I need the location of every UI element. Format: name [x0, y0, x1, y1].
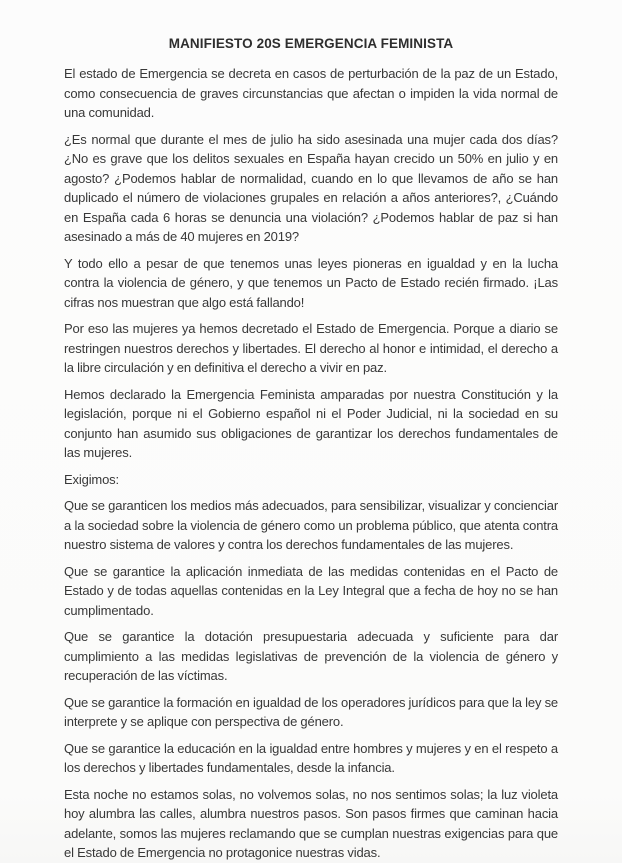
paragraph-leyes-pioneras: Y todo ello a pesar de que tenemos unas leyes pioneras en igualdad y en la lucha contra la violencia de género, y que tenemos un Pacto de Estado recién firmado. ¡Las cifras nos muestran que algo está fallando!	[64, 255, 558, 310]
paragraph-mujeres-decretado: Por eso las mujeres ya hemos decretado el Estado de Emergencia. Porque a diario se restringen nuestros derechos y libertades. El derecho al honor e intimidad, el derecho a la libre circulación y en definitiva el derecho a vivir en paz.	[64, 321, 558, 375]
paragraph-demanda-medios: Que se garanticen los medios más adecuados, para sensibilizar, visualizar y concienciar a la sociedad sobre la violencia de género como un problema público, que atenta contra nuestro sistema de valores y contra los derechos fundamentales de las mujeres.	[64, 498, 558, 552]
paragraph-cierre-luz-violeta: Esta noche no estamos solas, no volvemos solas, no nos sentimos solas; la luz violeta hoy alumbra las calles, alumbra nuestros pasos. Son pasos firmes que caminan hacia adelante, somos las mujeres reclamando que se cumplan nuestras exigencias para que el Estado de Emergencia no protagonice nuestras vidas.	[64, 786, 558, 860]
paragraph-demanda-formacion: Que se garantice la formación en igualdad de los operadores jurídicos para que la ley se interprete y se aplique con perspectiva de género.	[64, 694, 558, 729]
paragraph-intro-estado-emergencia: El estado de Emergencia se decreta en casos de perturbación de la paz de un Estado, como consecuencia de graves circunstancias que afectan o impiden la vida normal de una comunidad.	[64, 66, 558, 120]
paragraph-exigimos-heading: Exigimos:	[64, 471, 119, 487]
paragraph-demanda-pacto-estado: Que se garantice la aplicación inmediata de las medidas contenidas en el Pacto de Estado y de todas aquellas contenidas en la Ley Integral que a fecha de hoy no se han cumplimentado.	[64, 563, 558, 618]
paragraph-demanda-educacion: Que se garantice la educación en la igualdad entre hombres y mujeres y en el respeto a los derechos y libertades fundamentales, desde la infancia.	[64, 740, 558, 775]
paragraph-preguntas-violencia: ¿Es normal que durante el mes de julio ha sido asesinada una mujer cada dos días? ¿No es grave que los delitos sexuales en España hayan crecido un 50% en julio y en agosto? ¿Podemos hablar de normalidad, cuando en lo que llevamos de año se han duplicado el número de violaciones grupales en relación a años anteriores?, ¿Cuándo en España cada 6 horas se denuncia una violación? ¿Podemos hablar de paz si han asesinado a más de 40 mujeres en 2019?	[64, 131, 558, 244]
document-title: MANIFIESTO 20S EMERGENCIA FEMINISTA	[168, 36, 454, 51]
paragraph-demanda-dotacion: Que se garantice la dotación presupuestaria adecuada y suficiente para dar cumplimiento a las medidas legislativas de prevención de la violencia de género y recuperación de las víctimas.	[64, 629, 558, 683]
paragraph-emergencia-feminista: Hemos declarado la Emergencia Feminista amparadas por nuestra Constitución y la legislación, porque ni el Gobierno español ni el Poder Judicial, ni la sociedad en su conjunto han asumido sus obligaciones de garantizar los derechos fundamentales de las mujeres.	[64, 386, 558, 460]
